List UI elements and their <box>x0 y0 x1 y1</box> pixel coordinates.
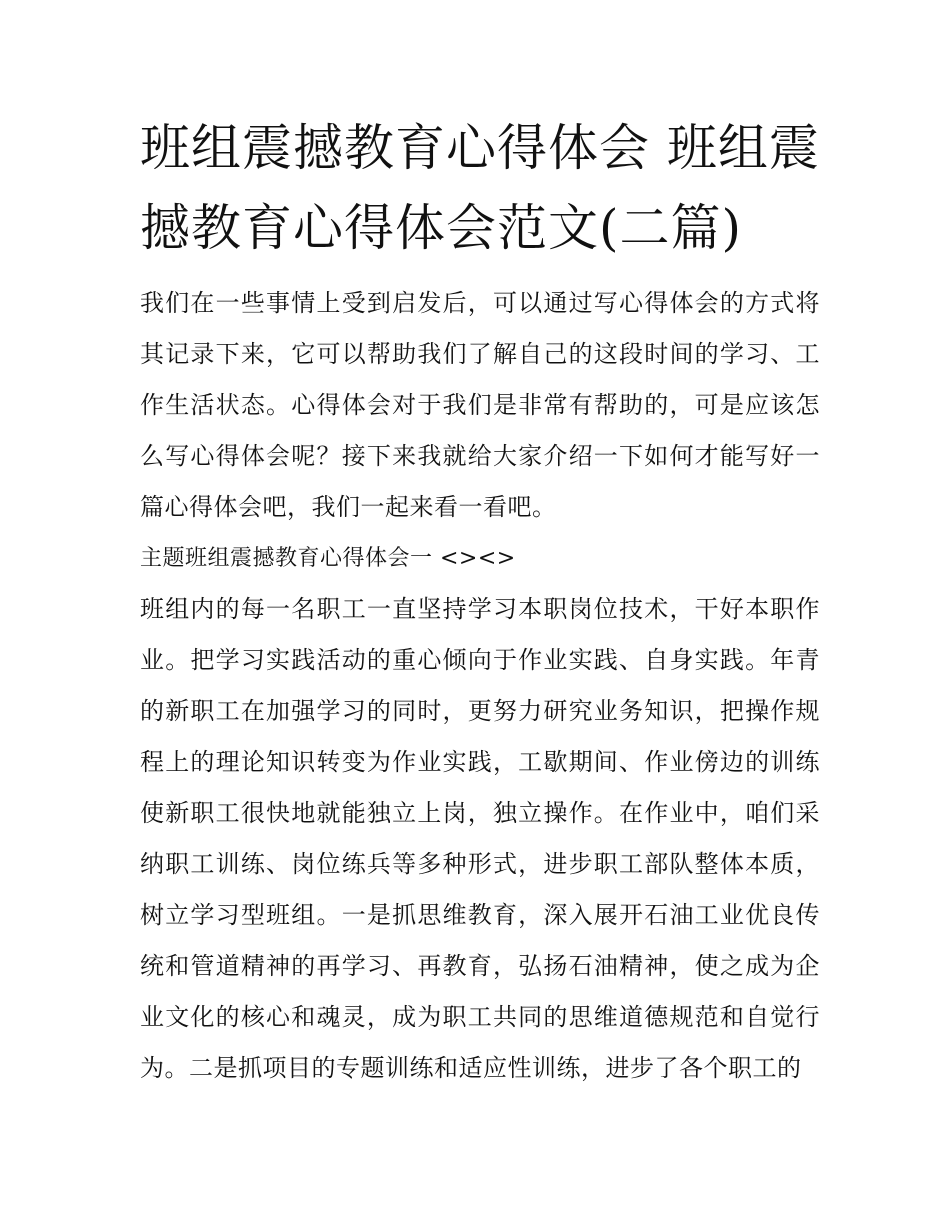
section-heading: 主题班组震撼教育心得体会一 <><> <box>140 546 516 571</box>
intro-paragraph: 我们在一些事情上受到启发后，可以通过写心得体会的方式将其记录下来，它可以帮助我们了解自己的这段时间的学习、工作生活状态。心得体会对于我们是非常有帮助的，可是应该怎么写心得体会呢？接下来我就给大家介绍一下如何才能写好一篇心得体会吧，我们一起来看一看吧。 <box>140 289 820 521</box>
document-body <box>140 278 820 1094</box>
document-title: 班组震撼教育心得体会 班组震 撼教育心得体会范文(二篇) <box>140 119 820 257</box>
section-paragraph: 班组内的每一名职工一直坚持学习本职岗位技术，干好本职作业。把学习实践活动的重心倾向于作业实践、自身实践。年青的新职工在加强学习的同时，更努力研究业务知识，把操作规程上的理论知识转变为作业实践，工歇期间、作业傍边的训练使新职工很快地就能独立上岗，独立操作。在作业中，咱们采纳职工训练、岗位练兵等多种形式，进步职工部队整体本质，树立学习型班组。一是抓思维教育，深入展开石油工业优良传统和管道精神的再学习、再教育，弘扬石油精神，使之成为企业文化的核心和魂灵，成为职工共同的思维道德规范和自觉行为。二是抓项目的专题训练和适应性训练，进步了各个职工的 <box>140 595 820 1082</box>
